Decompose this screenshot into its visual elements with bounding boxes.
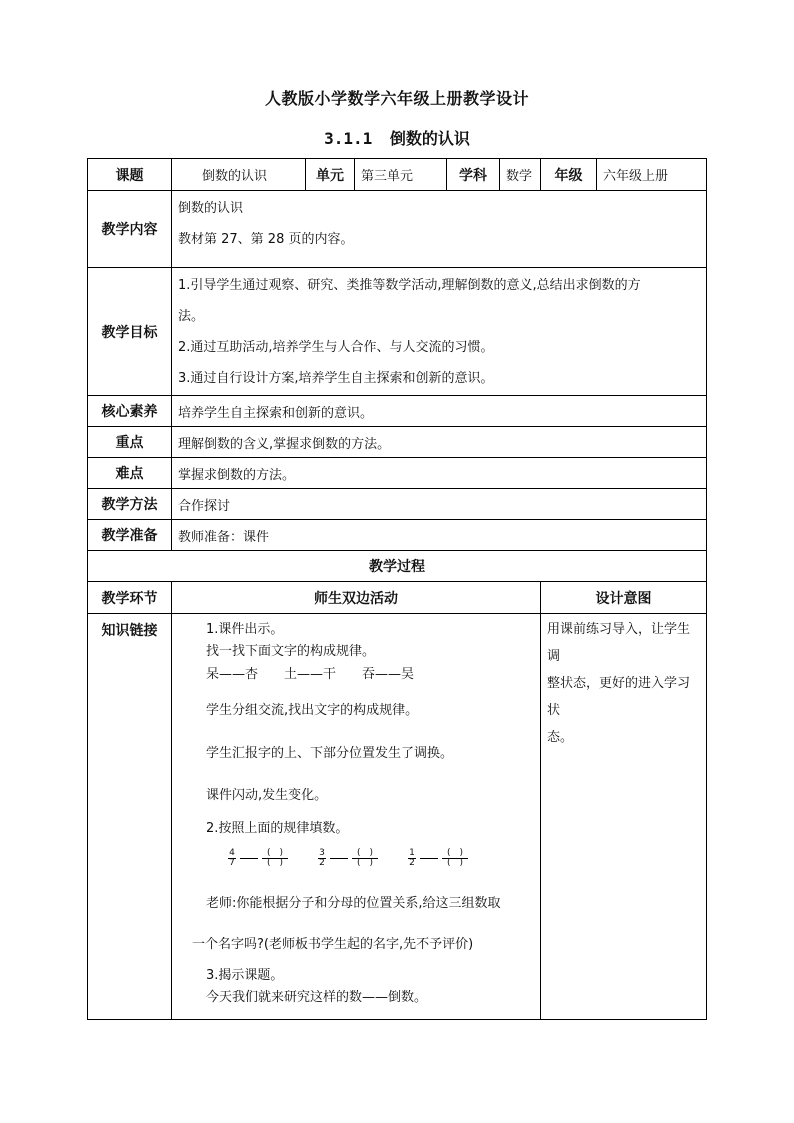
intent-line: 态。 <box>547 730 574 745</box>
fraction-item <box>228 849 288 868</box>
answer-blank: ( ) ( ) <box>442 849 468 868</box>
intent-column-header: 设计意图 <box>541 582 707 614</box>
goals-label: 教学目标 <box>88 268 172 396</box>
activity-line: 学生汇报字的上、下部分位置发生了调换。 <box>206 746 454 761</box>
method-label: 教学方法 <box>88 489 172 520</box>
numerator: 1 <box>409 847 415 858</box>
numerator: 3 <box>319 847 325 858</box>
activity-line: 一个名字吗?(老师板书学生起的名字,先不予评价) <box>192 937 474 952</box>
intent-line: 用课前练习导入，让学生调 <box>547 622 691 664</box>
intent-line: 整状态，更好的进入学习状 <box>547 676 691 718</box>
difficulty-value: 掌握求倒数的方法。 <box>172 458 707 489</box>
goals-value <box>172 268 707 396</box>
goals-row <box>88 268 707 396</box>
info-row <box>88 159 707 191</box>
difficulty-row <box>88 458 707 489</box>
activity-column-header: 师生双边活动 <box>172 582 541 614</box>
literacy-label: 核心素养 <box>88 396 172 427</box>
answer-blank: ( ) ( ) <box>352 849 378 868</box>
grade-value: 六年级上册 <box>597 159 707 191</box>
answer-blank: ( ) ( ) <box>262 849 288 868</box>
prep-value: 教师准备：课件 <box>172 520 707 551</box>
topic-label: 课题 <box>88 159 172 191</box>
unit-label: 单元 <box>306 159 355 191</box>
activity-line: 找一找下面文字的构成规律。 <box>206 644 376 659</box>
literacy-row <box>88 396 707 427</box>
process-header-row <box>88 582 707 614</box>
process-heading: 教学过程 <box>88 551 707 582</box>
denominator: 2 <box>319 857 325 868</box>
activity-line: 3.揭示课题。 <box>206 968 284 983</box>
fraction-exercise <box>192 842 534 874</box>
goal-line: 3.通过自行设计方案,培养学生自主探索和创新的意识。 <box>178 370 494 386</box>
activity-line: 老师:你能根据分子和分母的位置关系,给这三组数取 <box>206 896 501 911</box>
activity-line: 课件闪动,发生变化。 <box>206 788 328 803</box>
subject-label: 学科 <box>447 159 500 191</box>
lesson-number: 3.1.1 <box>324 129 373 148</box>
process-row <box>88 614 707 1020</box>
process-heading-row <box>88 551 707 582</box>
content-row <box>88 191 707 268</box>
activity-line: 今天我们就来研究这样的数——倒数。 <box>206 990 428 1005</box>
goal-line: 1.引导学生通过观察、研究、类推等数学活动,理解倒数的意义,总结出求倒数的方 <box>178 277 641 293</box>
fraction <box>318 849 326 868</box>
prep-row <box>88 520 707 551</box>
activity-cell <box>172 614 541 1020</box>
content-value <box>172 191 707 268</box>
fraction-item <box>408 849 468 868</box>
stage-column-header: 教学环节 <box>88 582 172 614</box>
fraction <box>228 849 236 868</box>
fraction-item <box>318 849 378 868</box>
intent-cell <box>541 614 707 1020</box>
subject-value: 数学 <box>500 159 541 191</box>
lesson-plan-table <box>87 158 707 1020</box>
activity-line: 学生分组交流,找出文字的构成规律。 <box>206 703 419 718</box>
lesson-heading <box>0 126 794 149</box>
goal-line: 2.通过互助活动,培养学生与人合作、与人交流的习惯。 <box>178 339 494 355</box>
document-title: 人教版小学数学六年级上册教学设计 <box>264 89 529 108</box>
topic-value: 倒数的认识 <box>172 159 306 191</box>
activity-line: 1.课件出示。 <box>206 622 284 637</box>
unit-value: 第三单元 <box>355 159 447 191</box>
lesson-title: 倒数的认识 <box>389 129 470 148</box>
content-line: 倒数的认识 <box>178 201 244 216</box>
grade-label: 年级 <box>541 159 597 191</box>
key-point-row <box>88 427 707 458</box>
numerator: 4 <box>229 847 235 858</box>
prep-label: 教学准备 <box>88 520 172 551</box>
method-value: 合作探讨 <box>172 489 707 520</box>
denominator: 2 <box>409 857 415 868</box>
denominator: 7 <box>229 857 235 868</box>
method-row <box>88 489 707 520</box>
key-point-label: 重点 <box>88 427 172 458</box>
content-label: 教学内容 <box>88 191 172 268</box>
goal-line: 法。 <box>178 308 205 324</box>
content-line: 教材第 27、第 28 页的内容。 <box>178 232 354 247</box>
key-point-value: 理解倒数的含义,掌握求倒数的方法。 <box>172 427 707 458</box>
stage-cell: 知识链接 <box>88 614 172 1020</box>
literacy-value: 培养学生自主探索和创新的意识。 <box>172 396 707 427</box>
difficulty-label: 难点 <box>88 458 172 489</box>
fraction <box>408 849 416 868</box>
character-pairs: 呆——杏 土——干 吞——吴 <box>206 667 415 682</box>
activity-line: 2.按照上面的规律填数。 <box>206 821 349 836</box>
